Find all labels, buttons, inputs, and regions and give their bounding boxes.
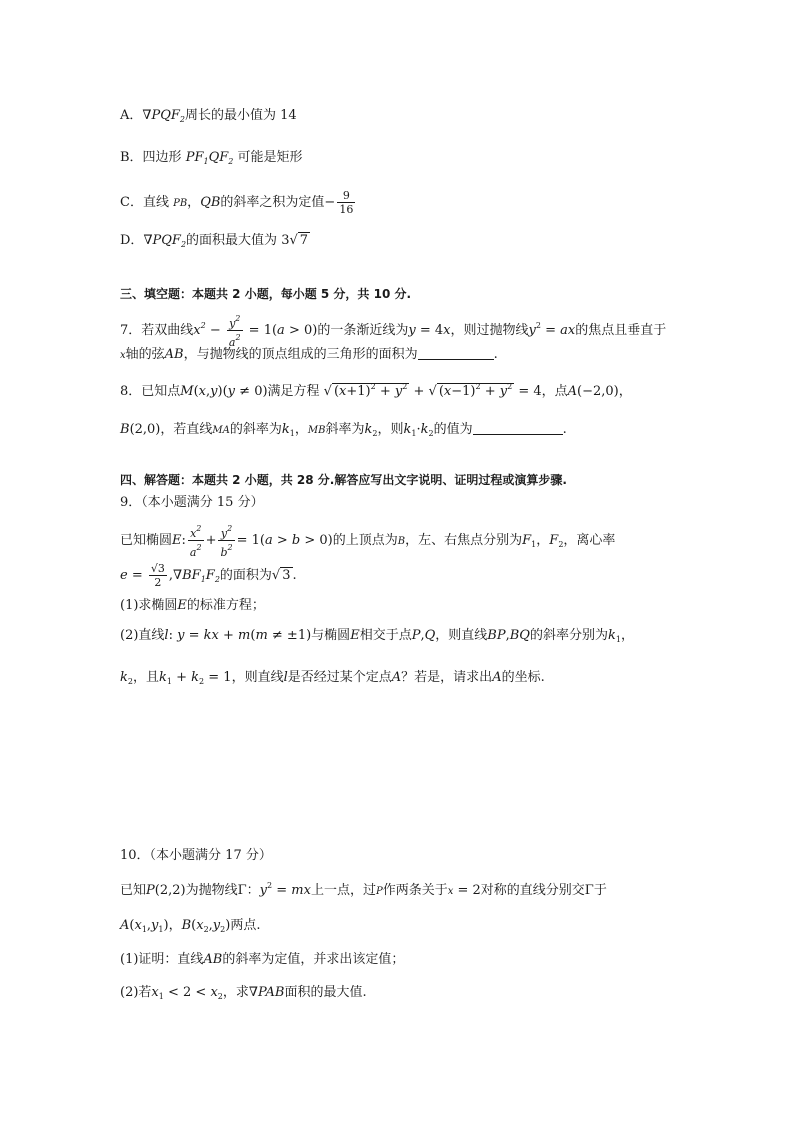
question-10-header: 10．（本小题满分 17 分） <box>120 848 272 863</box>
answer-blank-q8[interactable] <box>473 420 563 435</box>
question-9-line1: 已知椭圆E: $\frac{x^2}{a^2}$ + $\frac{y^2}{b^2}$ = 1(a > b > 0)的上顶点为B，左、右焦点分别为$F_1$，$F_2$，离心率 <box>120 524 616 559</box>
triangle-pqf2-math: $\nabla PQF_2$ <box>142 108 185 124</box>
option-b: B．四边形 $PF_1QF_2$ 可能是矩形 <box>120 150 303 166</box>
option-d: D．$\nabla PQF_2$的面积最大值为 3√ 7 <box>120 233 309 249</box>
question-9-part1: (1)求椭圆E的标准方程； <box>120 598 265 613</box>
section3-heading: 三、填空题：本题共 2 小题，每小题 5 分，共 10 分. <box>120 287 412 301</box>
question-9-line2: e = $\frac{√3}{2}$ $,\nabla BF_1F_2$的面积为√ 3 . <box>120 562 297 589</box>
question-10-line2: $A(x_1,y_1)$，$B(x_2,y_2)$两点. <box>120 918 261 934</box>
section4-heading: 四、解答题：本题共 2 小题，共 28 分.解答应写出文字说明、证明过程或演算步骤. <box>120 473 567 487</box>
option-c: C．直线 PB，QB的斜率之积为定值− $\frac{9}{16}$ <box>120 189 354 216</box>
question-10-line1: 已知P(2,2)为抛物线Γ：$y^2$ = mx上一点，过P作两条关于x = 2对称的直线分别交Γ于 <box>120 881 607 898</box>
question-7-line2: x轴的弦AB，与抛物线的顶点组成的三角形的面积为 . <box>120 347 498 362</box>
answer-blank-q7[interactable] <box>418 345 494 360</box>
question-8-line2: B(2,0)，若直线MA的斜率为$k_1$，MB斜率为$k_2$，则$k_1\cdot k_2$的值为 . <box>120 422 567 438</box>
fraction-9-16: $\frac{9}{16}$ <box>339 189 354 216</box>
question-9-part2-line2: $k_2$，且$k_1 + k_2 = 1$，则直线l是否经过某个定点A？若是，请求出A的坐标. <box>120 670 545 686</box>
question-8-line1: 8．已知点M(x,y)(y ≠ 0)满足方程 √ $(x+1)^2 + y^2$ + √ $(x-1)^2 + y^2 = 4$，点A(−2,0)， <box>120 382 632 399</box>
question-10-part2: (2)若$x_1 < 2 < x_2$，求∇PAB面积的最大值. <box>120 985 367 1001</box>
question-9-part2-line1: (2)直线l: y = kx + m(m ≠ ±1)与椭圆E相交于点P,Q，则直线BP,BQ的斜率分别为$k_1$， <box>120 628 634 644</box>
question-9-header: 9．（本小题满分 15 分） <box>120 495 264 510</box>
quad-pf1qf2-math: $PF_1QF_2$ <box>185 150 234 166</box>
question-10-part1: (1)证明：直线AB的斜率为定值，并求出该定值； <box>120 952 405 967</box>
question-7-line1: 7．若双曲线$x^2$ − $\frac{y^2}{a^2}$ = 1(a > 0)的一条渐近线为y = 4x，则过抛物线$y^2$ = ax的焦点且垂直于 <box>120 314 667 349</box>
option-a: A．$\nabla PQF_2$周长的最小值为 14 <box>120 108 297 124</box>
